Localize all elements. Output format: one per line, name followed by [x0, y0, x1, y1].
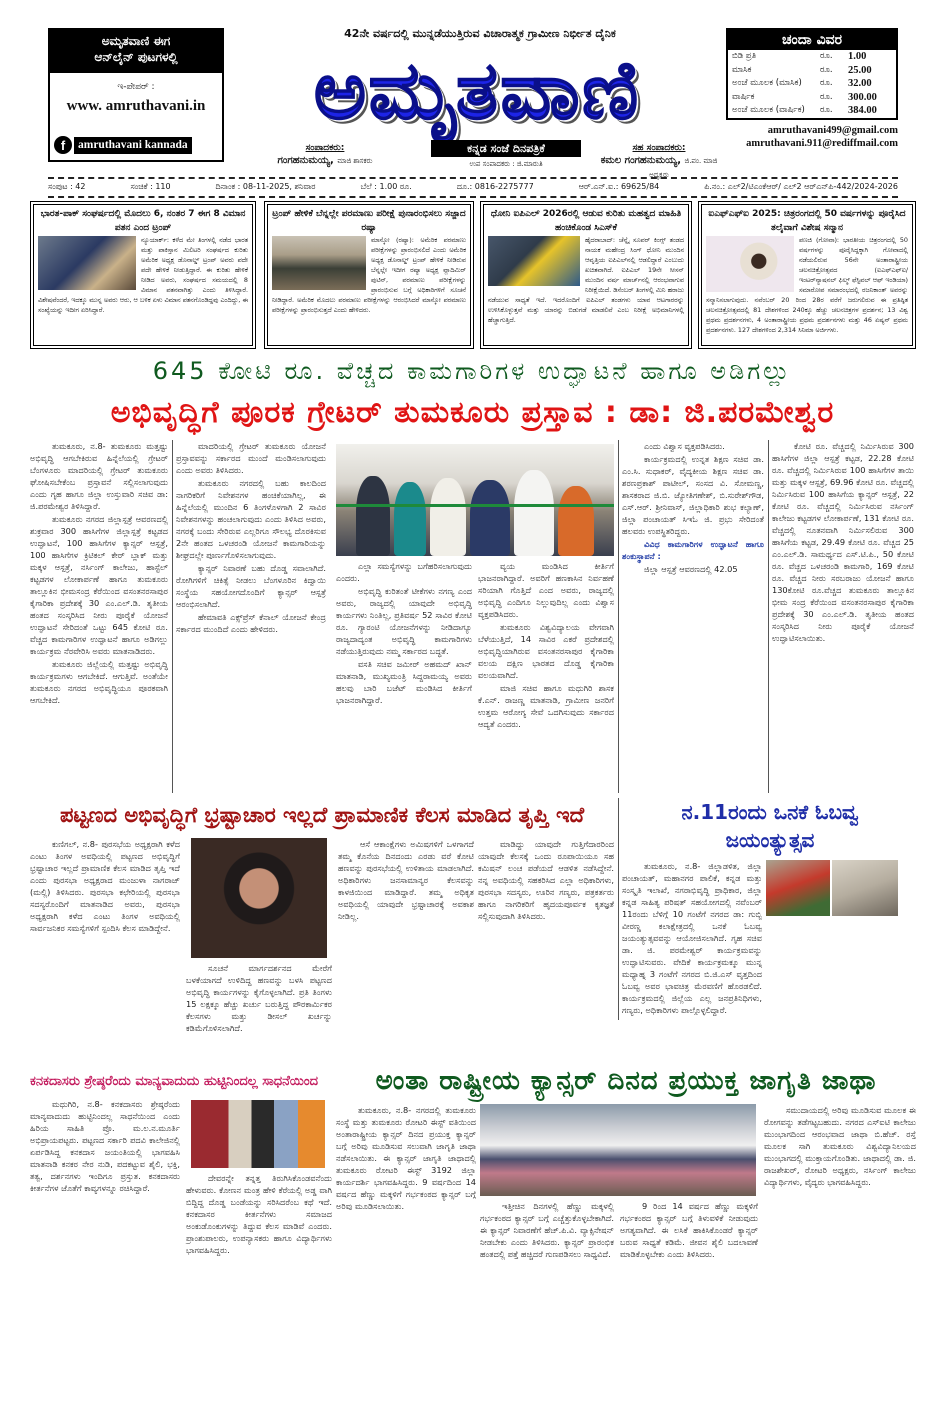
phone-number: ದೂ.: 0816-2275777: [456, 182, 534, 191]
paragraph: ಕ್ಯಾನ್ಸರ್ ನಿವಾರಣೆ ಬಹು ದೊಡ್ಡ ಸವಾಲಾಗಿದೆ. ರೋಗಿಗಳಿಗೆ ಚಿಕಿತ್ಸೆ ನೀಡಲು ಬೆಂಗಳೂರಿನ ಕಿದ್ವಾಯಿ ಸಂಸ್ಥೆಯ ಸಹಯೋಗದೊಂದಿಗೆ ಕ್ಯಾನ್ಸರ್ ಆಸ್ಪತ್ರೆ ಆರಂಭಿಸಲಾಗಿದೆ.: [176, 563, 326, 609]
news-box-title: ಐಎಫ್‌ಎಫ್‌ಐ 2025: ಚಿತ್ರರಂಗದಲ್ಲಿ 50 ವರ್ಷಗಳನ್ನು ಪೂರೈಸಿದ ತಲೈವಾಗೆ ವಿಶೇಷ ಸನ್ಮಾನ: [708, 209, 906, 233]
paragraph: ಆಸೆ ಆಕಾಂಕ್ಷೆಗಳು ಅಮಿಷಗಳಿಗೆ ಒಳಗಾಗದೆ ತಮ್ಮ ಕೊನೆಯ ದಿನದಂದು ಎರಡು ವರೆ ಕೋಟಿ ಹಣವನ್ನು ಪುರಸಭೆಯಲ್ಲಿ ಉಳಿತಾಯ ಮಾಡಲಾಗಿದೆ. ಅಧಿಕಾರಿಗಳು ಜನಸಾಮಾನ್ಯರ ಕೆಲಸವನ್ನು ಕಾಳಜಿಯಿಂದ ಮಾಡಿದ್ದಾರೆ. ತಮ್ಮ ಅಧಿಕೃತ ಅವಧಿಯಲ್ಲಿ ಯಾವುದೇ ಭ್ರಷ್ಟಾಚಾರಕ್ಕೆ ಅವಕಾಶ ನೀಡಿಲ್ಲ.: [338, 839, 474, 921]
subscription-amount: 384.00: [848, 105, 877, 116]
news-box-title: ಧೋನಿ ಐಪಿಎಲ್ 2026ರಲ್ಲಿ ಆಡುವ ಕುರಿತು ಮಹತ್ವದ ಮಾಹಿತಿ ಹಂಚಿಕೊಂಡ ಸಿಎಸ್‌ಕೆ: [490, 209, 682, 233]
cancer-column-4: [764, 1104, 916, 1398]
issue-number: ಸಂಚಿಕೆ : 110: [130, 182, 171, 191]
municipal-column-3: [338, 838, 474, 1018]
subscription-currency: ರೂ.: [820, 51, 833, 61]
cancer-rally-photo: [480, 1104, 756, 1196]
obavva-headline-line2: ಜಯಂತ್ಯುತ್ಸವ: [725, 828, 815, 852]
paragraph: ಎಲ್ಲಾ ಸಮಸ್ಯೆಗಳನ್ನು ಬಗೆಹರಿಸಲಾಗುವುದು ಎಂದರು.: [336, 561, 472, 583]
column-rule: [172, 440, 173, 793]
paragraph: ತುಮಕೂರು, ನ.8- ತುಮಕೂರು ಮತ್ತಷ್ಟು ಅಭಿವೃದ್ಧಿ ಆಗಬೇಕಿರುವ ಹಿನ್ನೆಲೆಯಲ್ಲಿ ಗ್ರೇಟರ್ ಬೆಂಗಳೂರು ಮಾದರಿಯಲ್ಲಿ ಗ್ರೇಟರ್ ತುಮಕೂರು ಘೋಷಿಸಬೇಕೆಂಬ ಪ್ರಸ್ತಾವನೆ ಸಲ್ಲಿಸಲಾಗುವುದು ಎಂದು ಗೃಹ ಹಾಗೂ ಜಿಲ್ಲಾ ಉಸ್ತುವಾರಿ ಸಚಿವ ಡಾ: ಜಿ.ಪರಮೇಶ್ವರ ತಿಳಿಸಿದ್ದಾರೆ.: [30, 441, 168, 511]
news-box[interactable]: [264, 201, 474, 349]
paragraph: 9 ರಿಂದ 14 ವರ್ಷದ ಹೆಣ್ಣು ಮಕ್ಕಳಿಗೆ ಗರ್ಭಕಂಠದ ಕ್ಯಾನ್ಸರ್ ಬಗ್ಗೆ ತಿಳುವಳಿಕೆ ನೀಡುವುದು ಅಗತ್ಯವಾಗಿದೆ. ಈ ಲಸಿಕೆ ಹಾಕಿಸಿಕೊಂಡರೆ ಕ್ಯಾನ್ಸರ್ ಬರುವ ಸಾಧ್ಯತೆ ಕಡಿಮೆ. ಜೀವನ ಶೈಲಿ ಬದಲಾವಣೆ ಮಾಡಿಕೊಳ್ಳಬೇಕು ಎಂದು ತಿಳಿಸಿದರು.: [620, 1201, 758, 1259]
paragraph: ತುಮಕೂರು, ನ.8- ಜಿಲ್ಲಾಡಳಿತ, ಜಿಲ್ಲಾ ಪಂಚಾಯತ್, ಮಹಾನಗರ ಪಾಲಿಕೆ, ಕನ್ನಡ ಮತ್ತು ಸಂಸ್ಕೃತಿ ಇಲಾಖೆ, ನಗರಾಭಿವೃದ್ಧಿ ಪ್ರಾಧಿಕಾರ, ಜಿಲ್ಲಾ ಕನ್ನಡ ಸಾಹಿತ್ಯ ಪರಿಷತ್ ಸಹಯೋಗದಲ್ಲಿ ನವೆಂಬರ್ 11ರಂದು ಬೆಳಿಗ್ಗೆ 10 ಗಂಟೆಗೆ ನಗರದ ಡಾ: ಗುಬ್ಬಿ ವೀರಣ್ಣ ಕಲಾಕ್ಷೇತ್ರದಲ್ಲಿ ಒನಕೆ ಓಬವ್ವ ಜಯಂತ್ಯುತ್ಸವವನ್ನು ಆಯೋಜಿಸಲಾಗಿದೆ. ಗೃಹ ಸಚಿವ ಡಾ. ಜಿ. ಪರಮೇಶ್ವರ್ ಕಾರ್ಯಕ್ರಮವನ್ನು ಉದ್ಘಾಟಿಸುವರು. ವೇದಿಕೆ ಕಾರ್ಯಕ್ರಮಕ್ಕೂ ಮುನ್ನ ಮಧ್ಯಾಹ್ನ 3 ಗಂಟೆಗೆ ನಗರದ ಬಿ.ಜಿ.ಎಸ್ ವೃತ್ತದಿಂದ ಓಬವ್ವ ಅವರ ಭಾವಚಿತ್ರ ಮೆರವಣಿಗೆ ಹೊರಡಲಿದೆ. ಕಾರ್ಯಕ್ರಮದಲ್ಲಿ ಜಿಲ್ಲೆಯ ಎಲ್ಲ ಜನಪ್ರತಿನಿಧಿಗಳು, ಗಣ್ಯರು, ಅಧಿಕಾರಿಗಳು ಪಾಲ್ಗೊಳ್ಳಲಿದ್ದಾರೆ.: [622, 861, 762, 1015]
news-box-body: ಪಣಜಿ (ಗೋವಾ): ಭಾರತೀಯ ಚಿತ್ರರಂಗದಲ್ಲಿ 50 ವರ್ಷಗಳನ್ನು ಪೂರೈಸಿದ್ದಕ್ಕಾಗಿ ಗೋವಾದಲ್ಲಿ ನಡೆಯಲಿರುವ 56ನೇ ಅಂತಾರಾಷ್ಟ್ರೀಯ ಚಲನಚಿತ್ರೋತ್ಸವದ (ಐಎಫ್‌ಎಫ್‌ಐ/ ಇಂಟರ್‌ನ್ಯಾಷನಲ್ ಫಿಲ್ಮ್ ಫೆಸ್ಟಿವಲ್ ಆಫ್ ಇಂಡಿಯಾ) ಸಮಾರೋಪ ಸಮಾರಂಭದಲ್ಲಿ ರಜನಿಕಾಂತ್ ಅವರನ್ನು ಸನ್ಮಾನಿಸಲಾಗುವುದು. ನವೆಂಬರ್ 20 ರಿಂದ 28ರ ವರೆಗೆ ಜರುಗಲಿರುವ ಈ ಪ್ರತಿಷ್ಠಿತ ಚಲನಚಿತ್ರೋತ್ಸವದಲ್ಲಿ 81 ದೇಶಗಳಿಂದ 240ಕ್ಕೂ ಹೆಚ್ಚು ಚಲನಚಿತ್ರಗಳ ಪ್ರದರ್ಶನ; 13 ವಿಶ್ವ ಪ್ರಥಮ ಪ್ರದರ್ಶನಗಳು, 4 ಅಂತಾರಾಷ್ಟ್ರೀಯ ಪ್ರಥಮ ಪ್ರದರ್ಶನಗಳು ಮತ್ತು 46 ಏಷ್ಯನ್ ಪ್ರಥಮ ಪ್ರದರ್ಶನಗಳು. 127 ದೇಶಗಳಿಂದ 2,314 ಸಿನಿಮಾ ಅರ್ಜಿಗಳು.: [706, 236, 908, 334]
paragraph: ಅಭಿವೃದ್ಧಿ ಕುರಿತಂತೆ ಟೀಕೆಗಳು ನಗಣ್ಯ ಎಂದ ಅವರು, ರಾಜ್ಯದಲ್ಲಿ ಯಾವುದೇ ಅಭಿವೃದ್ಧಿ ಕಾರ್ಯಗಳು ನಿಂತಿಲ್ಲ, ಪ್ರತಿವರ್ಷ 52 ಸಾವಿರ ಕೋಟಿ ರೂ. ಗ್ಯಾರಂಟಿ ಯೋಜನೆಗಳನ್ನು ನೀಡಿದಾಗ್ಯೂ ರಾಜ್ಯದಾದ್ಯಂತ ಅಭಿವೃದ್ಧಿ ಕಾಮಗಾರಿಗಳು ನಡೆಯುತ್ತಿರುವುದು ನಮ್ಮ ಸರ್ಕಾರದ ಬದ್ಧತೆ.: [336, 586, 472, 656]
co-editor-name: ಕಮಲ ಗಂಗಹನುಮಯ್ಯ,: [600, 155, 681, 166]
column-rule: [768, 440, 769, 793]
paragraph: ತುಮಕೂರು ವಿಶ್ವವಿದ್ಯಾಲಯ ವೇಗವಾಗಿ ಬೆಳೆಯುತ್ತಿದೆ, 14 ಸಾವಿರ ಎಕರೆ ಪ್ರದೇಶದಲ್ಲಿ ಅಭಿವೃದ್ಧಿಯಾಗಿರುವ ವಸಂತನರಸಾಪುರ ಕೈಗಾರಿಕಾ ವಲಯ ದಕ್ಷಿಣ ಭಾರತದ ದೊಡ್ಡ ಕೈಗಾರಿಕಾ ವಲಯವಾಗಿದೆ.: [478, 622, 614, 680]
kanaka-column-2: [186, 1172, 332, 1398]
news-box-title: ಭಾರತ-ಪಾಕ್ ಸಂಘರ್ಷದಲ್ಲಿ ಮೊದಲು 6, ನಂತರ 7 ಈಗ 8 ವಿಮಾನ ಪತನ ಎಂದ ಟ್ರಂಪ್: [40, 209, 246, 233]
lead-column-1: [30, 440, 168, 793]
kanaka-column-1: [30, 1098, 180, 1398]
subscription-label: ಅಂಚೆ ಮೂಲಕ (ವಾರ್ಷಿಕ): [732, 105, 805, 115]
obavva-statue-photo: [766, 860, 830, 916]
paragraph: ಎಂದು ವಿಶ್ವಾಸ ವ್ಯಕ್ತಪಡಿಸಿದರು.: [644, 441, 725, 451]
subscription-heading: ಚಂದಾ ವಿವರ: [728, 30, 896, 50]
editor-note: ಮಾಜಿ ಶಾಸಕರು: [337, 157, 373, 165]
subscription-row: [728, 50, 896, 64]
cancer-headline: ಅಂತಾ ರಾಷ್ಟ್ರೀಯ ಕ್ಯಾನ್ಸರ್ ದಿನದ ಪ್ರಯುಕ್ತ ಜಾಗೃತಿ ಜಾಥಾ: [375, 1066, 877, 1096]
news-box-body: ನ್ಯೂಯಾರ್ಕ್: ಕಳೆದ ಮೇ ತಿಂಗಳಲ್ಲಿ ನಡೆದ ಭಾರತ ಮತ್ತು ಪಾಕಿಸ್ತಾನ ಮಿಲಿಟರಿ ಸಂಘರ್ಷದ ಕುರಿತು ಅಮೆರಿಕ ಅಧ್ಯಕ್ಷ ಡೊನಾಲ್ಡ್ ಟ್ರಂಪ್ ಅವರು ಪದೇ ಪದೇ ಹೇಳಿಕೆ ನೀಡುತ್ತಿದ್ದಾರೆ. ಈ ಕುರಿತು ಹೇಳಿಕೆ ನೀಡಿದ ಅವರು, ಸಂಘರ್ಷದ ಸಮಯದಲ್ಲಿ 8 ವಿಮಾನ ಪತನವಾಗಿತ್ತು ಎಂದು ತಿಳಿಸಿದ್ದಾರೆ. ವಿಶೇಷವೆಂದರೆ, ಇದಕ್ಕೂ ಮುನ್ನ ಅವರು ಆರು, ಆ ಬಳಿಕ ಏಳು ವಿಮಾನ ಪತನಗೊಂಡಿದ್ದವು ಎಂದಿದ್ದು, ಈ ಸಂಖ್ಯೆಯನ್ನು ಇದೀಗ ಏರಿಸಿದ್ದಾರೆ.: [38, 236, 248, 314]
paragraph: ವ್ಯಯ ಮಂಡಿಸಿದ ಕೀರ್ತಿಗೆ ಭಾಜನರಾಗಿದ್ದಾರೆ. ಅವರಿಗೆ ಹಣಕಾಸಿನ ನಿರ್ವಹಣೆ ಸರಿಯಾಗಿ ಗೊತ್ತಿದೆ ಎಂದ ಅವರು, ರಾಜ್ಯದಲ್ಲಿ ಅಭಿವೃದ್ಧಿ ಎಂದಿಗೂ ನಿಲ್ಲುವುದಿಲ್ಲ ಎಂದು ವಿಶ್ವಾಸ ವ್ಯಕ್ತಪಡಿಸಿದರು.: [478, 561, 614, 619]
municipal-column-4: [478, 838, 614, 1018]
inauguration-photo: [336, 444, 614, 556]
subscription-box: [726, 28, 898, 120]
email-rediff[interactable]: amruthavani.911@rediffmail.com: [746, 138, 898, 149]
paragraph: ಕಾರ್ಯಕ್ರಮದಲ್ಲಿ ಉನ್ನತ ಶಿಕ್ಷಣ ಸಚಿವ ಡಾ. ಎಂ.ಸಿ. ಸುಧಾಕರ್, ವೈದ್ಯಕೀಯ ಶಿಕ್ಷಣ ಸಚಿವ ಡಾ. ಶರಣಪ್ರಕಾಶ್ ಪಾಟೀಲ್, ಸಂಸದ ವಿ. ಸೋಮಣ್ಣ, ಶಾಸಕರಾದ ಜಿ.ಬಿ. ಜ್ಯೋತಿಗಣೇಶ್, ಬಿ.ಸುರೇಶ್‌ಗೌಡ, ಎಸ್.ಆರ್. ಶ್ರೀನಿವಾಸ್, ಜಿಲ್ಲಾಧಿಕಾರಿ ಶುಭ ಕಲ್ಯಾಣ್, ಜಿಲ್ಲಾ ಪಂಚಾಯತ್ ಸಿಇಓ ಜಿ. ಪ್ರಭು ಸೇರಿದಂತೆ ಹಲವರು ಉಪಸ್ಥಿತರಿದ್ದರು.: [622, 454, 764, 536]
subscription-label: ಅಂಚೆ ಮೂಲಕ (ಮಾಸಿಕ): [732, 78, 802, 88]
news-box-body: ಮಾಸ್ಕೋ (ರಷ್ಯಾ): ಅಮೆರಿಕ ಪರಮಾಣು ಪರೀಕ್ಷೆಗಳನ್ನು ಪ್ರಾರಂಭಿಸಲಿದೆ ಎಂದು ಅಮೆರಿಕ ಅಧ್ಯಕ್ಷ ಡೊನಾಲ್ಡ್ ಟ್ರಂಪ್ ಹೇಳಿಕೆ ನೀಡಿರುವ ಬೆನ್ನಲ್ಲೇ ಇದೀಗ ರಷ್ಯಾ ಅಧ್ಯಕ್ಷ ವ್ಲಾದಿಮಿರ್ ಪುಟಿನ್, ಪರಮಾಣು ಪರೀಕ್ಷೆಗಳನ್ನು ಪ್ರಾರಂಭಿಸುವ ಬಗ್ಗೆ ಅಧಿಕಾರಿಗಳಿಗೆ ಸೂಚನೆ ನೀಡಿದ್ದಾರೆ. ಅಮೆರಿಕ ಮೊದಲು ಪರಮಾಣು ಪರೀಕ್ಷೆಗಳನ್ನು ಆರಂಭಿಸಿದರೆ ಮಾಸ್ಕೋ ಪರಮಾಣು ಪರೀಕ್ಷೆಗಳನ್ನು ಪ್ರಾರಂಭಿಸುತ್ತದೆ ಎಂದು ಹೇಳಿದರು.: [272, 236, 466, 314]
masthead-tagline: 42ನೇ ವರ್ಷದಲ್ಲಿ ಮುನ್ನಡೆಯುತ್ತಿರುವ ವಿಚಾರಾತ್ಮಕ ಗ್ರಾಮೀಣ ನಿರ್ಭೀತ ದೈನಿಕ: [344, 27, 616, 40]
editor-label: ಸಂಪಾದಕರು:: [305, 143, 345, 153]
newspaper-subtitle: ಕನ್ನಡ ಸಂಜೆ ದಿನಪತ್ರಿಕೆ: [431, 140, 581, 157]
dashed-divider: [48, 177, 898, 179]
trump-photo: [38, 236, 136, 290]
contact-emails: [726, 124, 898, 150]
inline-subhead: ವಿವಿಧ ಕಾಮಗಾರಿಗಳ ಉದ್ಘಾಟನೆ ಹಾಗೂ ಶಂಕುಸ್ಥಾಪನೆ :: [622, 539, 764, 561]
municipal-column-2: [186, 962, 332, 1033]
lead-kicker: 645 ಕೋಟಿ ರೂ. ವೆಚ್ಚದ ಕಾಮಗಾರಿಗಳ ಉದ್ಘಾಟನೆ ಹಾಗೂ ಅಡಿಗಲ್ಲು: [152, 357, 793, 385]
subscription-row: [728, 104, 896, 118]
paragraph: ಹೇಮಾವತಿ ಎಕ್ಸ್‌ಪ್ರೆಸ್ ಕೆನಾಲ್ ಯೋಜನೆ ಕೇಂದ್ರ ಸರ್ಕಾರದ ಮುಂದಿದೆ ಎಂದು ಹೇಳಿದರು.: [176, 612, 326, 634]
subscription-amount: 32.00: [848, 78, 872, 89]
subscription-amount: 300.00: [848, 91, 877, 103]
municipal-headline: ಪಟ್ಟಣದ ಅಭಿವೃದ್ಧಿಗೆ ಭ್ರಷ್ಟಾಚಾರ ಇಲ್ಲದೆ ಪ್ರಾಮಾಣಿಕ ಕೆಲಸ ಮಾಡಿದ ತೃಪ್ತಿ ಇದೆ: [59, 803, 585, 827]
dashed-divider: [48, 196, 898, 198]
lead-column-3: [336, 560, 472, 793]
column-rule: [618, 440, 619, 793]
news-box[interactable]: [480, 201, 692, 349]
subscription-label: ಬಿಡಿ ಪ್ರತಿ: [732, 51, 757, 61]
subscription-row: [728, 77, 896, 91]
paragraph: ತುಮಕೂರು ನಗರದ ಜಿಲ್ಲಾಸ್ಪತ್ರೆ ಆವರಣದಲ್ಲಿ ಶುಕ್ರವಾರ 300 ಹಾಸಿಗೆಗಳ ಜಿಲ್ಲಾಸ್ಪತ್ರೆ ಕಟ್ಟಡದ ಉದ್ಘಾಟನೆ, 100 ಹಾಸಿಗೆಗಳ ಕ್ಯಾನ್ಸರ್ ಆಸ್ಪತ್ರೆ, 100 ಹಾಸಿಗೆಗಳ ಕ್ರಿಟಿಕಲ್ ಕೇರ್ ಬ್ಲಾಕ್ ಮತ್ತು ಮಕ್ಕಳ ಆಸ್ಪತ್ರೆ, ನರ್ಸಿಂಗ್ ಕಾಲೇಜು, ಹಾಸ್ಟೆಲ್ ಕಟ್ಟಡಗಳ ಲೋಕಾರ್ಪಣೆ ಹಾಗೂ ತುಮಕೂರು ತಾಲ್ಲೂಕಿನ ಭೀಮಸಂದ್ರ ಕೆರೆಯಿಂದ ವಸಂತನರಸಾಪುರ ಕೈಗಾರಿಕಾ ಪ್ರದೇಶಕ್ಕೆ 30 ಎಂ.ಎಲ್.ಡಿ. ತೃತೀಯ ಹಂತದ ಸಂಸ್ಕರಿಸಿದ ನೀರು ಪೂರೈಕೆ ಯೋಜನೆ ಉದ್ಘಾಟನೆ ಸೇರಿದಂತೆ ಒಟ್ಟು 645 ಕೋಟಿ ರೂ. ವೆಚ್ಚದ ಕಾಮಗಾರಿಗಳ ಉದ್ಘಾಟನೆ ಹಾಗೂ ಅಡಿಗಲ್ಲು ಕಾರ್ಯಕ್ರಮ ನೆರವೇರಿಸಿ ಅವರು ಮಾತನಾಡಿದರು.: [30, 514, 168, 656]
paragraph: ಸಮುದಾಯದಲ್ಲಿ ಅರಿವು ಮೂಡಿಸುವ ಮೂಲಕ ಈ ರೋಗವನ್ನು ತಡೆಗಟ್ಟಬಹುದು. ನಗರದ ಎಸ್‌ಐಟಿ ಕಾಲೇಜು ಮುಂಭಾಗದಿಂದ ಆರಂಭವಾದ ಜಾಥಾ ಬಿ.ಹೆಚ್. ರಸ್ತೆ ಮೂಲಕ ಸಾಗಿ ತುಮಕೂರು ವಿಶ್ವವಿದ್ಯಾನಿಲಯದ ಮುಂಭಾಗದಲ್ಲಿ ಮುಕ್ತಾಯಗೊಂಡಿತು. ಜಾಥಾದಲ್ಲಿ ಡಾ. ಜಿ. ರಾಜಶೇಖರ್, ರೋಟರಿ ಅಧ್ಯಕ್ಷರು, ನರ್ಸಿಂಗ್ ಕಾಲೇಜು ವಿದ್ಯಾರ್ಥಿಗಳು, ವೈದ್ಯರು ಭಾಗವಹಿಸಿದ್ದರು.: [764, 1105, 916, 1187]
promo-heading-line1: ಅಮೃತವಾಣಿ ಈಗ: [101, 34, 171, 48]
facebook-link[interactable]: [54, 136, 192, 154]
news-box-title: ಟ್ರಂಪ್ ಹೇಳಿಕೆ ಬೆನ್ನಲ್ಲೇ ಪರಮಾಣು ಪರೀಕ್ಷೆ ಪುನಾರಂಭಿಸಲು ಸಜ್ಜಾದ ರಷ್ಯಾ: [272, 209, 466, 233]
paragraph: ಕುಣಿಗಲ್, ನ.8- ಪುರಸಭೆಯ ಅಧ್ಯಕ್ಷರಾಗಿ ಕಳೆದ ಎಂಟು ತಿಂಗಳ ಅವಧಿಯಲ್ಲಿ ಪಟ್ಟಣದ ಅಭಿವೃದ್ಧಿಗೆ ಭ್ರಷ್ಟಾಚಾರ ಇಲ್ಲದೆ ಪ್ರಾಮಾಣಿಕ ಕೆಲಸ ಮಾಡಿದ ತೃಪ್ತಿ ಇದೆ ಎಂದು ಪುರಸಭಾ ಅಧ್ಯಕ್ಷರಾದ ಮಂಜುಳಾ ನಾಗರಾಜ್ (ಮಲ್ಲಿ) ತಿಳಿಸಿದರು. ಪುರಸಭಾ ಕಛೇರಿಯಲ್ಲಿ ಪುರಸಭಾ ಸದಸ್ಯರೊಂದಿಗೆ ಮಾತನಾಡಿದ ಅವರು, ಪುರಸಭಾ ಅಧ್ಯಕ್ಷರಾಗಿ ಕಳೆದ ಎಂಟು ತಿಂಗಳ ಅವಧಿಯಲ್ಲಿ ಸಾರ್ವಜನಿಕರ ಸಮಸ್ಯೆಗಳಿಗೆ ಸ್ಪಂದಿಸಿ ಕೆಲಸ ಮಾಡಿದ್ದೇನೆ.: [30, 839, 180, 933]
paragraph: ಜಿಲ್ಲಾ ಆಸ್ಪತ್ರೆ ಆವರಣದಲ್ಲಿ 42.05: [644, 564, 738, 574]
website-link[interactable]: www. amruthavani.in: [66, 98, 206, 114]
municipal-column-1: [30, 838, 180, 1018]
subscription-row: [728, 64, 896, 78]
epaper-label: ಇ-ಪೇಪರ್ :: [117, 82, 155, 92]
lead-column-6: [772, 440, 914, 793]
newspaper-logo: ಅಮೃತವಾಣಿ: [313, 44, 641, 137]
issue-info-bar: [48, 180, 898, 194]
subscription-currency: ರೂ.: [820, 64, 833, 75]
issue-price: ಬೆಲೆ : 1.00 ರೂ.: [360, 182, 412, 191]
subscription-row: [728, 91, 896, 105]
volume: ಸಂಪುಟ : 42: [48, 182, 86, 191]
paragraph: ತುಮಕೂರು ನಗರದಲ್ಲಿ ಬಹು ಕಾಲದಿಂದ ನಾಗರಿಕರಿಗೆ ನಿವೇಶನಗಳ ಹಂಚಿಕೆಯಾಗಿಲ್ಲ, ಈ ಹಿನ್ನೆಲೆಯಲ್ಲಿ ಮುಂದಿನ 6 ತಿಂಗಳೊಳಗಾಗಿ 2 ಸಾವಿರ ನಿವೇಶನಗಳನ್ನು ಹಂಚಲಾಗುವುದು ಎಂದು ತಿಳಿಸಿದ ಅವರು, ನಗರಕ್ಕೆ ಬಂದು ಸೇರಿರುವ ಎಲ್ಲರಿಗೂ ಸೌಲಭ್ಯ ದೊರಕಿಸುವ 2ನೇ ಹಂತದ ಒಳಚರಂಡಿ ಯೋಜನೆ ಕಾಮಗಾರಿಯನ್ನು ಶೀಘ್ರದಲ್ಲೇ ಪೂರ್ಣಗೊಳಿಸಲಾಗುವುದು.: [176, 478, 326, 560]
epaper-promo-box: [48, 28, 224, 162]
issue-date: ದಿನಾಂಕ : 08-11-2025, ಶನಿವಾರ: [215, 182, 316, 191]
kanaka-event-photo: [191, 1100, 325, 1168]
cancer-column-1: [336, 1104, 476, 1398]
obavva-headline: [622, 798, 918, 854]
obavva-headline-line1: ನ.11ರಂದು ಒನಕೆ ಓಬವ್ವ: [681, 800, 859, 824]
paragraph: ಸೂಚನೆ ಮಾರ್ಗದರ್ಶನದ ಮೇರೆಗೆ ಬಳಕೆಯಾಗದೆ ಉಳಿದಿದ್ದ ಹಣವನ್ನು ಬಳಸಿ ಪಟ್ಟಣದ ಅಭಿವೃದ್ಧಿ ಕಾರ್ಯಗಳನ್ನು ಕೈಗೊಳ್ಳಲಾಗಿದೆ. ಪ್ರತಿ ತಿಂಗಳು 15 ಲಕ್ಷಕ್ಕೂ ಹೆಚ್ಚು ಖರ್ಚು ಬರುತ್ತಿದ್ದ ಪೌರಕಾರ್ಮಿಕರ ಕೆಲಸಗಳು ಮತ್ತು ಡೀಸಲ್ ಖರ್ಚನ್ನು ಕಡಿಮೆಗೊಳಿಸಲಾಗಿದೆ.: [186, 963, 332, 1033]
lead-column-5: [622, 440, 764, 793]
lead-column-2: [176, 440, 326, 793]
president-portrait: [191, 838, 327, 958]
subscription-currency: ರೂ.: [820, 91, 833, 102]
editor-name: ಗಂಗಹನುಮಯ್ಯ,: [277, 155, 334, 166]
subscription-currency: ರೂ.: [820, 105, 833, 115]
facebook-icon: f: [54, 136, 72, 154]
co-editor-credit: [596, 142, 722, 182]
paragraph: ಕೋಟಿ ರೂ. ವೆಚ್ಚದಲ್ಲಿ ನಿರ್ಮಿಸಿರುವ 300 ಹಾಸಿಗೆಗಳ ಜಿಲ್ಲಾ ಆಸ್ಪತ್ರೆ ಕಟ್ಟಡ, 22.28 ಕೋಟಿ ರೂ. ವೆಚ್ಚದಲ್ಲಿ ನಿರ್ಮಿಸಿರುವ 100 ಹಾಸಿಗೆಗಳ ತಾಯಿ ಮತ್ತು ಮಕ್ಕಳ ಆಸ್ಪತ್ರೆ, 69.96 ಕೋಟಿ ರೂ. ವೆಚ್ಚದಲ್ಲಿ ನಿರ್ಮಿಸಿರುವ 100 ಹಾಸಿಗೆಯ ಕ್ಯಾನ್ಸರ್ ಆಸ್ಪತ್ರೆ, 22 ಕೋಟಿ ರೂ. ವೆಚ್ಚದಲ್ಲಿ ನಿರ್ಮಿಸಿರುವ ನರ್ಸಿಂಗ್ ಕಾಲೇಜು ಕಟ್ಟಡಗಳ ಲೋಕಾರ್ಪಣೆ, 131 ಕೋಟಿ ರೂ. ವೆಚ್ಚದಲ್ಲಿ ನೂತನವಾಗಿ ನಿರ್ಮಿಸಲಿರುವ 300 ಹಾಸಿಗೆಯ ಕಟ್ಟಡ, 29.49 ಕೋಟಿ ರೂ. ವೆಚ್ಚದ 25 ಎಂ.ಎಲ್.ಡಿ. ಸಾಮರ್ಥ್ಯದ ಎಸ್.ಟಿ.ಪಿ., 50 ಕೋಟಿ ರೂ. ವೆಚ್ಚದ ಒಳಚರಂಡಿ ಕಾಮಗಾರಿ, 169 ಕೋಟಿ ರೂ. ವೆಚ್ಚದ ನೀರು ಸರಬರಾಜು ಯೋಜನೆ ಹಾಗೂ 130ಕೋಟಿ ರೂ.ವೆಚ್ಚದ ತುಮಕೂರು ತಾಲ್ಲೂಕಿನ ಭೀಮ ಸಂದ್ರ ಕೆರೆಯಿಂದ ವಸಂತನರಸಾಪುರ ಕೈಗಾರಿಕಾ ಪ್ರದೇಶಕ್ಕೆ 30 ಎಂ.ಎಲ್.ಡಿ. ತೃತೀಯ ಹಂತದ ಸಂಸ್ಕರಿಸಿದ ನೀರು ಪೂರೈಕೆ ಯೋಜನೆ ಉದ್ಘಾಟಿಸಲಾಯಿತು.: [772, 441, 914, 643]
fort-photo: [832, 860, 898, 916]
subscription-amount: 25.00: [848, 64, 872, 76]
russia-meeting-photo: [272, 236, 366, 290]
email-gmail[interactable]: amruthavani499@gmail.com: [767, 125, 898, 136]
postal-registration: ಪಿ.ನಂ.: ಎಲ್2/ಟಿಎಂಕೆಆರ್/ ಎಲ್2 ಆರ್‌ಎನ್‌ಪಿ-442/2024-2026: [704, 182, 898, 191]
promo-heading-line2: ಆನ್‌ಲೈನ್ ಪುಟಗಳಲ್ಲಿ: [94, 50, 178, 64]
cancer-column-2: [480, 1200, 614, 1398]
rni-number: ಆರ್.ಎನ್.ಐ.: 69625/84: [578, 182, 660, 191]
paragraph: ವಸತಿ ಸಚಿವ ಜಮೀರ್ ಅಹಮದ್ ಖಾನ್ ಮಾತನಾಡಿ, ಮುಖ್ಯಮಂತ್ರಿ ಸಿದ್ದರಾಮಯ್ಯ ಅವರು ಹಲವು ಬಾರಿ ಬಜೆಟ್ ಮಂಡಿಸಿದ ಕೀರ್ತಿಗೆ ಭಾಜನರಾಗಿದ್ದಾರೆ.: [336, 659, 472, 705]
paragraph: ಮಧುಗಿರಿ, ನ.8- ಕನಕದಾಸರು ಶ್ರೇಷ್ಠರೆಂದು ಮಾನ್ಯವಾದುದು ಹುಟ್ಟಿನಿಂದಲ್ಲ ಸಾಧನೆಯಿಂದ ಎಂದು ಹಿರಿಯ ಸಾಹಿತಿ ಪ್ರೊ. ಮ.ಲ.ನ.ಮೂರ್ತಿ ಅಭಿಪ್ರಾಯಪಟ್ಟರು. ಪಟ್ಟಣದ ಸರ್ಕಾರಿ ಪದವಿ ಕಾಲೇಜಿನಲ್ಲಿ ಏರ್ಪಡಿಸಿದ್ದ ಕನಕದಾಸ ಜಯಂತಿಯಲ್ಲಿ ಭಾಗವಹಿಸಿ ಮಾತನಾಡಿ ಕನಕರ ನೇರ ನುಡಿ, ಪದಕಟ್ಟುವ ಶೈಲಿ, ಭಕ್ತಿ, ತತ್ವ, ದರ್ಶನಗಳು ಇಂದಿಗೂ ಪ್ರಸ್ತುತ. ಕನಕದಾಸರು ಕೀರ್ತನೆಗಳ ಜೊತೆಗೆ ಕಾವ್ಯಗಳನ್ನೂ ರಚಿಸಿದ್ದಾರೆ.: [30, 1099, 180, 1193]
subscription-label: ವಾರ್ಷಿಕ: [732, 91, 755, 102]
cancer-column-3: [620, 1200, 758, 1398]
co-editor-label: ಸಹ ಸಂಪಾದಕರು:: [632, 143, 686, 153]
lead-headline: ಅಭಿವೃದ್ಧಿಗೆ ಪೂರಕ ಗ್ರೇಟರ್ ತುಮಕೂರು ಪ್ರಸ್ತಾವ : ಡಾ: ಜಿ.ಪರಮೇಶ್ವರ: [110, 395, 835, 430]
promo-heading: [50, 30, 222, 73]
paragraph: ಮಾಡಿದ್ದು ಯಾವುದೇ ಗುತ್ತಿಗೆದಾರರಿಂದ ಯಾವುದೇ ಕೆಲಸಕ್ಕೆ ಒಂದು ರೂಪಾಯಿಯೂ ಸಹ ಕಮಿಷನ್ ಲಂಚ ಪಡೆಯದೆ ಆಡಳಿತ ನಡೆಸಿದ್ದೇನೆ. ನನ್ನ ಅವಧಿಯಲ್ಲಿ ಸಹಕರಿಸಿದ ಎಲ್ಲಾ ಅಧಿಕಾರಿಗಳು, ಪುರಸಭಾ ಸದಸ್ಯರು, ಊರಿನ ಗಣ್ಯರು, ಪತ್ರಕರ್ತರು ಹಾಗೂ ನಾಗರಿಕರಿಗೆ ಹೃದಯಪೂರ್ವಕ ಕೃತಜ್ಞತೆ ಸಲ್ಲಿಸುವುದಾಗಿ ತಿಳಿಸಿದರು.: [478, 839, 614, 921]
subscription-label: ಮಾಸಿಕ: [732, 64, 752, 75]
subscription-amount: 1.00: [848, 51, 867, 62]
subscription-currency: ರೂ.: [820, 78, 833, 88]
news-box[interactable]: [698, 201, 916, 349]
obavva-column: [622, 860, 762, 1020]
facebook-handle: amruthavani kannada: [74, 137, 192, 154]
rajinikanth-photo: [706, 236, 794, 292]
paragraph: ತುಮಕೂರು, ನ.8- ನಗರದಲ್ಲಿ ತುಮಕೂರು ಸಂಸ್ಥೆ ಮತ್ತು ತುಮಕೂರು ರೋಟರಿ ಈಸ್ಟ್ ವತಿಯಿಂದ ಅಂತಾರಾಷ್ಟ್ರೀಯ ಕ್ಯಾನ್ಸರ್ ದಿನದ ಪ್ರಯುಕ್ತ ಕ್ಯಾನ್ಸರ್ ಬಗ್ಗೆ ಅರಿವು ಮೂಡಿಸುವ ಸಲುವಾಗಿ ಜಾಗೃತಿ ಜಾಥಾ ನಡೆಸಲಾಯಿತು. ಈ ಕ್ಯಾನ್ಸರ್ ಜಾಗೃತಿ ಜಾಥಾದಲ್ಲಿ ತುಮಕೂರು ರೋಟರಿ ಈಸ್ಟ್ 3192 ಜಿಲ್ಲಾ ಕಾರ್ಯದರ್ಶಿ ಭಾಗವಹಿಸಿದ್ದರು. 9 ವರ್ಷದಿಂದ 14 ವರ್ಷದ ಹೆಣ್ಣು ಮಕ್ಕಳಿಗೆ ಗರ್ಭಕಂಠದ ಕ್ಯಾನ್ಸರ್ ಬಗ್ಗೆ ಅರಿವು ಮೂಡಿಸಲಾಯಿತು.: [336, 1105, 476, 1211]
column-rule: [618, 798, 619, 1020]
co-editor-note: ಜಿ.ಪಂ. ಮಾಜಿ ಅಧ್ಯಕ್ಷರು: [649, 157, 718, 179]
kanaka-headline: ಕನಕದಾಸರು ಶ್ರೇಷ್ಠರೆಂದು ಮಾನ್ಯವಾದುದು ಹುಟ್ಟಿನಿಂದಲ್ಲ ಸಾಧನೆಯಿಂದ: [30, 1074, 319, 1089]
paragraph: ದೇವರನ್ನೇ ತನ್ನತ್ತ ತಿರುಗಿಸಿಕೊಂಡವನೆಂದು ಹೇಳುವರು. ಕೋಣನ ಮಂತ್ರ ಹೇಳಿ ಕೆರೆಯಲ್ಲಿ ಅಡ್ಡ ವಾಗಿ ಬಿದ್ದಿದ್ದ ದೊಡ್ಡ ಬಂಡೆಯನ್ನು ಸರಿಸಿದರೆಂಬ ಕಥೆ ಇದೆ. ಕನಕದಾಸರ ಕೀರ್ತನೆಗಳು ಸಮಾಜದ ಅಂಕುಡೊಂಕುಗಳನ್ನು ತಿದ್ದುವ ಕೆಲಸ ಮಾಡಿವೆ ಎಂದರು. ಪ್ರಾಂಶುಪಾಲರು, ಉಪನ್ಯಾಸಕರು ಹಾಗೂ ವಿದ್ಯಾರ್ಥಿಗಳು ಭಾಗವಹಿಸಿದ್ದರು.: [186, 1173, 332, 1255]
ribbon: [336, 504, 614, 507]
lead-column-4: [478, 560, 614, 793]
editor-credit: [232, 142, 418, 168]
paragraph: ಮಾಜಿ ಸಚಿವ ಹಾಗೂ ಮಧುಗಿರಿ ಶಾಸಕ ಕೆ.ಎನ್. ರಾಜಣ್ಣ ಮಾತನಾಡಿ, ಗ್ರಾಮೀಣ ಜನರಿಗೆ ಉತ್ತಮ ಆರೋಗ್ಯ ಸೇವೆ ಒದಗಿಸುವುದು ಸರ್ಕಾರದ ಆದ್ಯತೆ ಎಂದರು.: [478, 683, 614, 729]
sub-editor-credit: ಉಪ ಸಂಪಾದಕರು : ಜಿ.ಮಾರುತಿ: [469, 160, 543, 168]
paragraph: ಇತ್ತೀಚಿನ ದಿನಗಳಲ್ಲಿ ಹೆಣ್ಣು ಮಕ್ಕಳಲ್ಲಿ ಗರ್ಭಕಂಠದ ಕ್ಯಾನ್ಸರ್ ಬಗ್ಗೆ ಎಚ್ಚೆತ್ತುಕೊಳ್ಳಬೇಕಾಗಿದೆ. ಈ ಕ್ಯಾನ್ಸರ್ ನಿವಾರಣೆಗೆ ಹೆಚ್.ಪಿ.ವಿ. ವ್ಯಾಕ್ಸಿನೇಷನ್ ನೀಡಬೇಕು ಎಂದು ತಿಳಿಸಿದರು. ಕ್ಯಾನ್ಸರ್ ಪ್ರಾರಂಭಿಕ ಹಂತದಲ್ಲಿ ಪತ್ತೆ ಹಚ್ಚಿದರೆ ಗುಣಪಡಿಸಲು ಸಾಧ್ಯವಿದೆ.: [480, 1201, 614, 1259]
news-box-body: ಹೈದರಾಬಾದ್: ಚೆನ್ನೈ ಸೂಪರ್ ಕಿಂಗ್ಸ್ ತಂಡದ ನಾಯಕ ಮಹೇಂದ್ರ ಸಿಂಗ್ ಧೋನಿ ಮುಂದಿನ ಆವೃತ್ತಿಯ ಐಪಿಎಲ್‌ನಲ್ಲಿ ಆಡಲಿದ್ದಾರೆ ಎಂಬುದು ಖಚಿತವಾಗಿದೆ. ಐಪಿಎಲ್ 19ನೇ ಸೀಸನ್ ಮುಂದಿನ ವರ್ಷ ಮಾರ್ಚ್‌ನಲ್ಲಿ ಆರಂಭವಾಗುವ ನಿರೀಕ್ಷೆಯಿದೆ. ಡಿಸೆಂಬರ್ ತಿಂಗಳಲ್ಲಿ ಮಿನಿ ಹರಾಜು ನಡೆಯುವ ಸಾಧ್ಯತೆ ಇದೆ. ಇದರೊಂದಿಗೆ ಐಪಿಎಲ್ ತಂಡಗಳು ಯಾವ ಆಟಗಾರರನ್ನು ಉಳಿಸಿಕೊಳ್ಳುತ್ತವೆ ಮತ್ತು ಯಾರನ್ನು ಬಿಡುಗಡೆ ಮಾಡಲಿವೆ ಎಂಬ ನಿರೀಕ್ಷೆ ಅಭಿಮಾನಿಗಳಲ್ಲಿ ಹೆಚ್ಚಾಗುತ್ತಿದೆ.: [488, 236, 684, 324]
paragraph: ಮಾದರಿಯಲ್ಲಿ ಗ್ರೇಟರ್ ತುಮಕೂರು ಯೋಜನೆ ಪ್ರಸ್ತಾವವನ್ನು ಸರ್ಕಾರದ ಮುಂದೆ ಮಂಡಿಸಲಾಗುವುದು ಎಂದು ಅವರು ತಿಳಿಸಿದರು.: [176, 441, 326, 475]
paragraph: ತುಮಕೂರು ಜಿಲ್ಲೆಯಲ್ಲಿ ಮತ್ತಷ್ಟು ಅಭಿವೃದ್ಧಿ ಕಾರ್ಯಕ್ರಮಗಳು ಆಗಬೇಕಿದೆ. ಆಗುತ್ತಿವೆ. ಅಂತೆಯೇ ತುಮಕೂರು ನಗರದ ಅಭಿವೃದ್ಧಿಯೂ ಪೂರಕವಾಗಿ ಆಗಬೇಕಿದೆ.: [30, 659, 168, 705]
dhoni-photo: [488, 236, 580, 286]
news-box[interactable]: [30, 201, 256, 349]
